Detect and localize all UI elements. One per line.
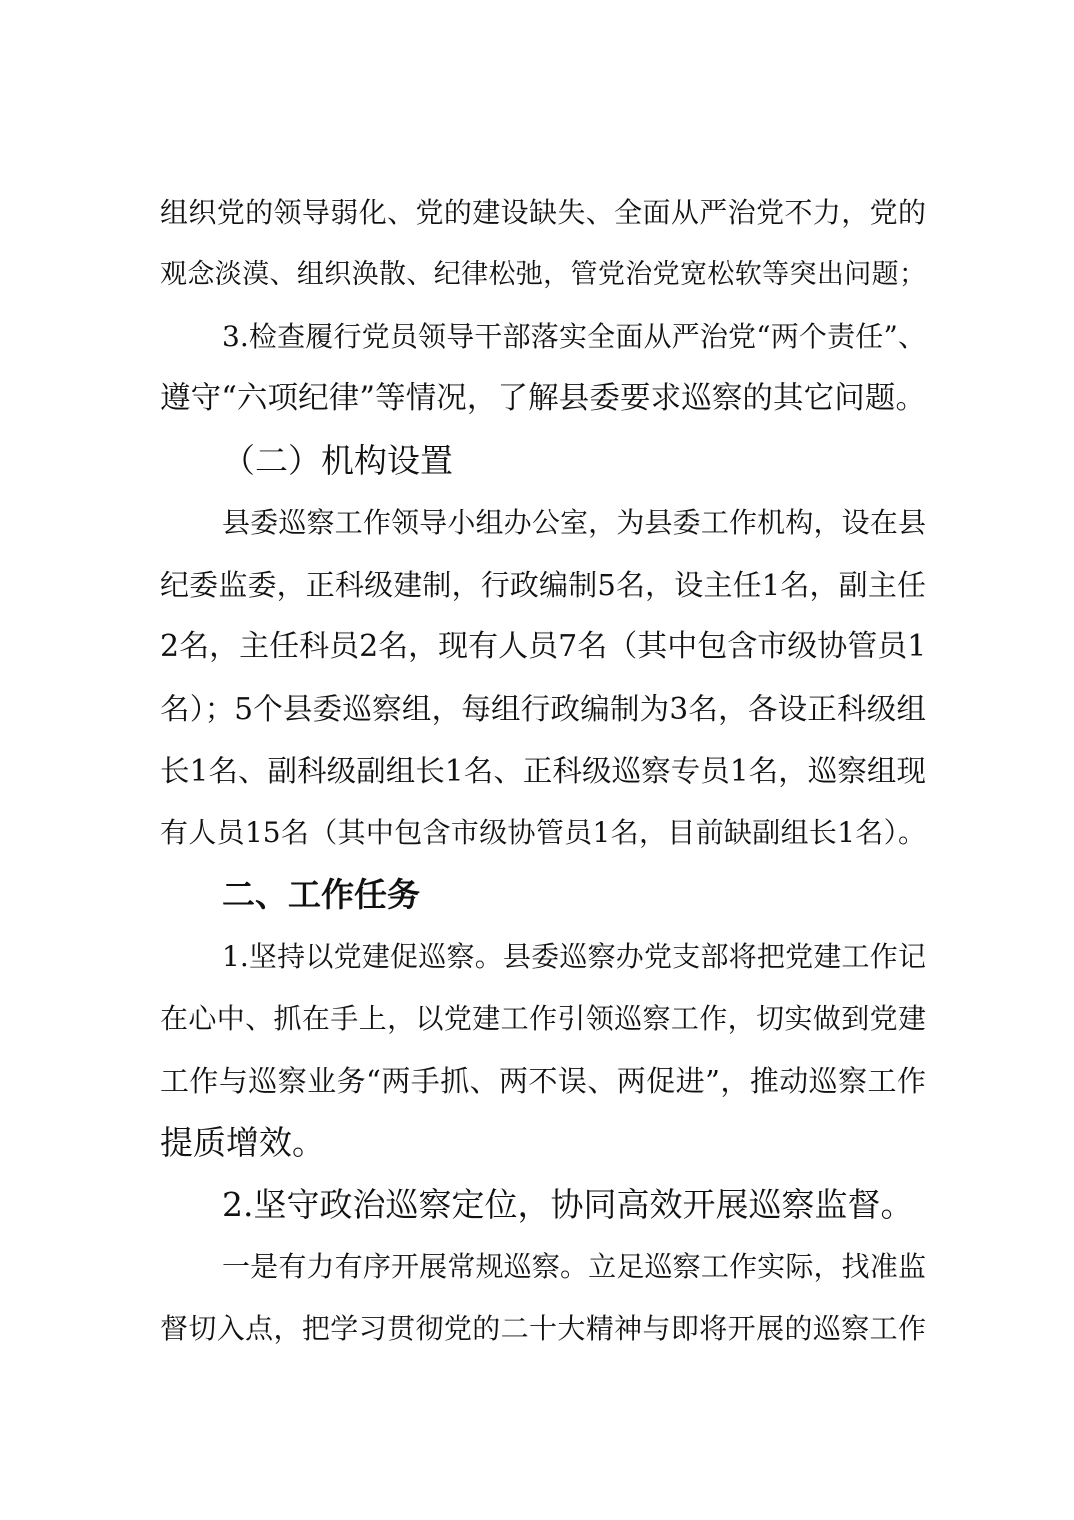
- paragraph-line-2: 观念淡漠、组织涣散、纪律松弛，管党治党宽松软等突出问题；: [160, 259, 926, 290]
- paragraph-line-6: 县委巡察工作领导小组办公室，为县委工作机构，设在县: [222, 506, 926, 539]
- paragraph-line-3: 3.检查履行党员领导干部落实全面从严治党“两个责任”、: [222, 320, 926, 353]
- paragraph-line-8: 2名，主任科员2名，现有人员7名（其中包含市级协管员1: [160, 629, 927, 664]
- paragraph-line-19: 督切入点，把学习贯彻党的二十大精神与即将开展的巡察工作: [160, 1312, 926, 1345]
- paragraph-line-1: 组织党的领导弱化、党的建设缺失、全面从严治党不力，党的: [160, 196, 926, 229]
- paragraph-line-13: 1.坚持以党建促巡察。县委巡察办党支部将把党建工作记: [222, 940, 926, 973]
- paragraph-line-17: 2.坚守政治巡察定位，协同高效开展巡察监督。: [222, 1185, 914, 1224]
- paragraph-line-4: 遵守“六项纪律”等情况，了解县委要求巡察的其它问题。: [160, 381, 926, 416]
- paragraph-line-11: 有人员15名（其中包含市级协管员1名，目前缺副组长1名）。: [160, 816, 926, 849]
- paragraph-line-18: 一是有力有序开展常规巡察。立足巡察工作实际，找准监: [222, 1250, 926, 1283]
- paragraph-line-16: 提质增效。: [160, 1123, 325, 1162]
- section-heading-institution: （二）机构设置: [222, 441, 453, 480]
- paragraph-line-10: 长1名、副科级副组长1名、正科级巡察专员1名，巡察组现: [160, 754, 926, 788]
- paragraph-line-14: 在心中、抓在手上，以党建工作引领巡察工作，切实做到党建: [160, 1002, 926, 1035]
- section-heading-tasks: 二、工作任务: [222, 875, 420, 914]
- paragraph-line-7: 纪委监委，正科级建制，行政编制5名，设主任1名，副主任: [160, 568, 926, 602]
- paragraph-line-9: 名）；5个县委巡察组，每组行政编制为3名，各设正科级组: [160, 692, 926, 726]
- paragraph-line-15: 工作与巡察业务“两手抓、两不误、两促进”，推动巡察工作: [160, 1064, 926, 1098]
